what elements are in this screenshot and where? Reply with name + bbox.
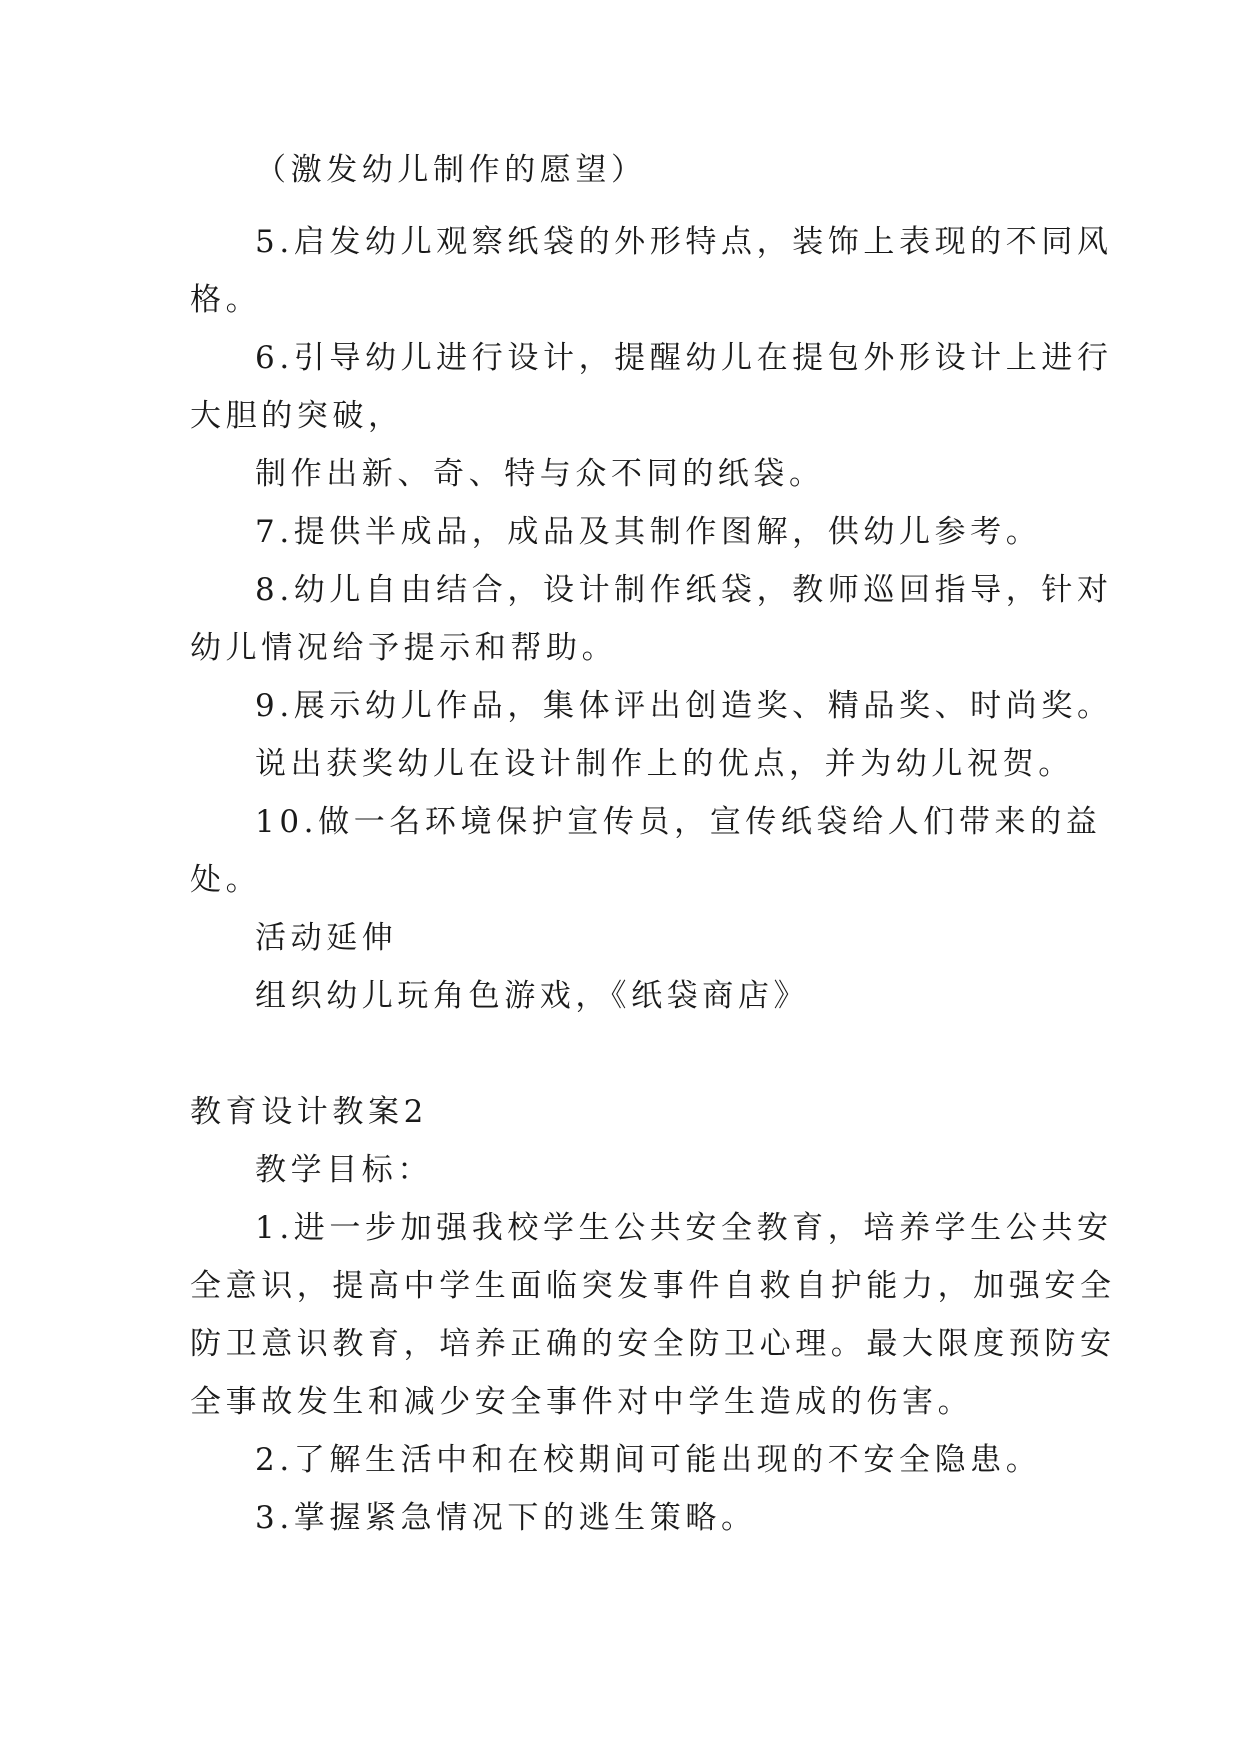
text-line: 7.提供半成品，成品及其制作图解，供幼儿参考。	[255, 514, 1042, 550]
text-line: 9.展示幼儿作品，集体评出创造奖、精品奖、时尚奖。	[255, 688, 1113, 724]
text-line: 8.幼儿自由结合，设计制作纸袋，教师巡回指导，针对	[255, 572, 1113, 608]
text-line: 1.进一步加强我校学生公共安全教育，培养学生公共安	[255, 1210, 1113, 1246]
text-line: 10.做一名环境保护宣传员，宣传纸袋给人们带来的益	[255, 804, 1102, 840]
text-line: 幼儿情况给予提示和帮助。	[190, 630, 618, 666]
text-line: 5.启发幼儿观察纸袋的外形特点，装饰上表现的不同风	[255, 224, 1113, 260]
text-line: 防卫意识教育，培养正确的安全防卫心理。最大限度预防安	[190, 1326, 1116, 1362]
text-line: 全意识，提高中学生面临突发事件自救自护能力，加强安全	[190, 1268, 1116, 1304]
text-line: 组织幼儿玩角色游戏，《纸袋商店》	[255, 978, 810, 1014]
text-line: 制作出新、奇、特与众不同的纸袋。	[255, 456, 825, 492]
text-line: （激发幼儿制作的愿望）	[255, 152, 647, 188]
text-line: 大胆的突破，	[190, 398, 404, 434]
text-line: 2.了解生活中和在校期间可能出现的不安全隐患。	[255, 1442, 1042, 1478]
text-line: 说出获奖幼儿在设计制作上的优点，并为幼儿祝贺。	[255, 746, 1074, 782]
section-heading: 教育设计教案2	[190, 1094, 428, 1130]
text-line: 3.掌握紧急情况下的逃生策略。	[255, 1500, 757, 1536]
text-line: 活动延伸	[255, 920, 398, 956]
text-line: 教学目标：	[255, 1152, 433, 1188]
text-line: 全事故发生和减少安全事件对中学生造成的伤害。	[190, 1384, 974, 1420]
text-line: 格。	[190, 282, 262, 318]
text-line: 6.引导幼儿进行设计，提醒幼儿在提包外形设计上进行	[255, 340, 1113, 376]
text-line: 处。	[190, 862, 262, 898]
